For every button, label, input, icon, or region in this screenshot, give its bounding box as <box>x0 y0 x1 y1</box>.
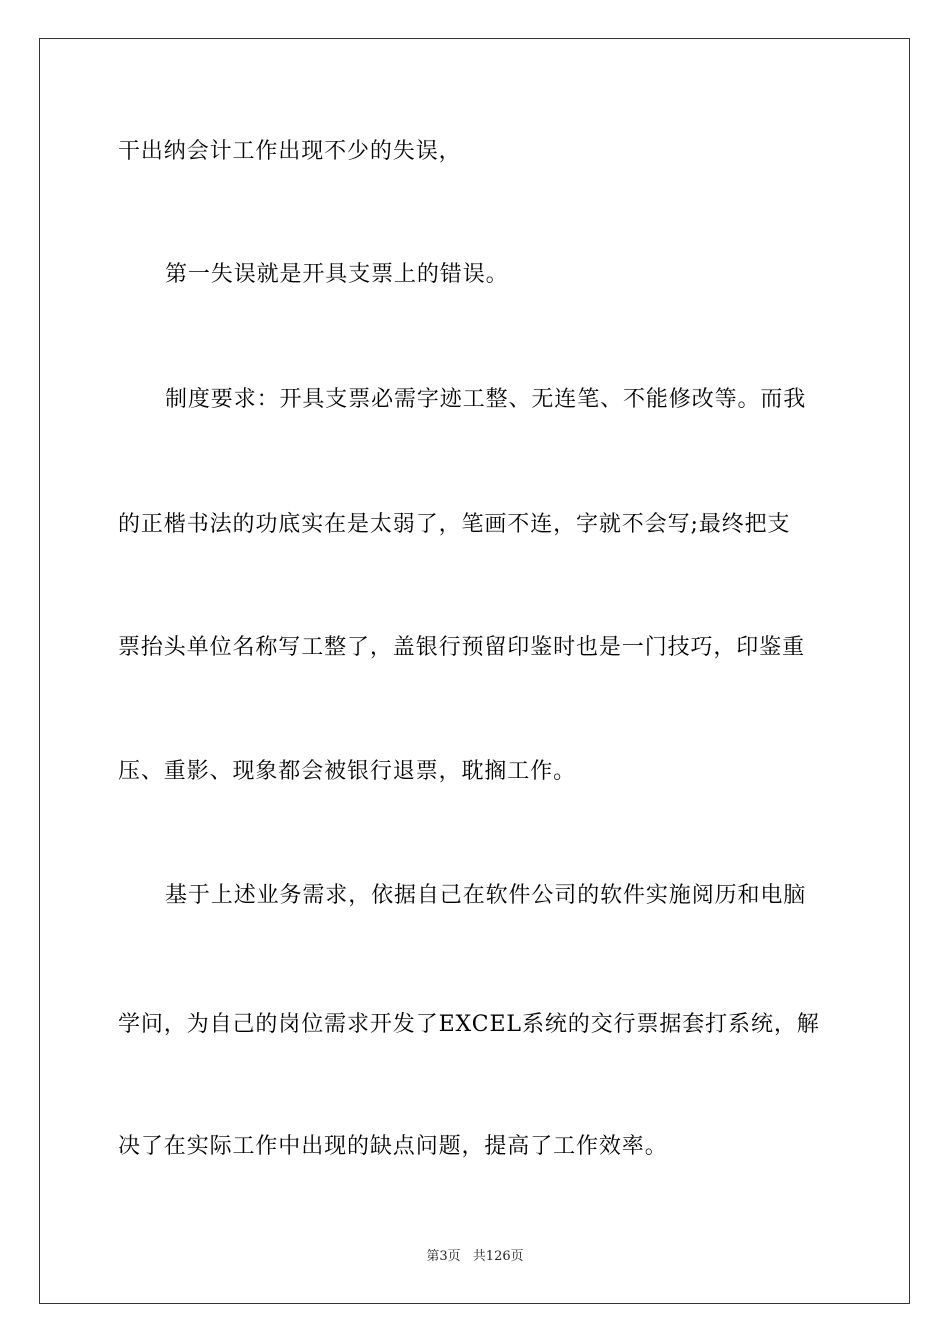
text-line-2: 第一失误就是开具支票上的错误。 <box>165 262 509 287</box>
text-line-9: 决了在实际工作中出现的缺点问题，提高了工作效率。 <box>118 1134 668 1159</box>
text-line-7: 基于上述业务需求，依据自己在软件公司的软件实施阅历和电脑 <box>165 883 807 908</box>
text-line-3: 制度要求：开具支票必需字迹工整、无连笔、不能修改等。而我 <box>165 387 807 412</box>
text-line-8: 学问，为自己的岗位需求开发了EXCEL系统的交行票据套打系统，解 <box>118 1012 820 1037</box>
text-line-5: 票抬头单位名称写工整了，盖银行预留印鉴时也是一门技巧，印鉴重 <box>118 635 806 660</box>
text-line-6: 压、重影、现象都会被银行退票，耽搁工作。 <box>118 759 577 784</box>
page-total: 共126页 <box>472 1249 524 1264</box>
page-number: 第3页 <box>426 1249 461 1264</box>
text-line-1: 干出纳会计工作出现不少的失误， <box>118 139 462 164</box>
text-line-4: 的正楷书法的功底实在是太弱了，笔画不连，字就不会写;最终把支 <box>118 512 791 537</box>
page-footer <box>0 1247 950 1267</box>
page-frame <box>39 38 910 1304</box>
